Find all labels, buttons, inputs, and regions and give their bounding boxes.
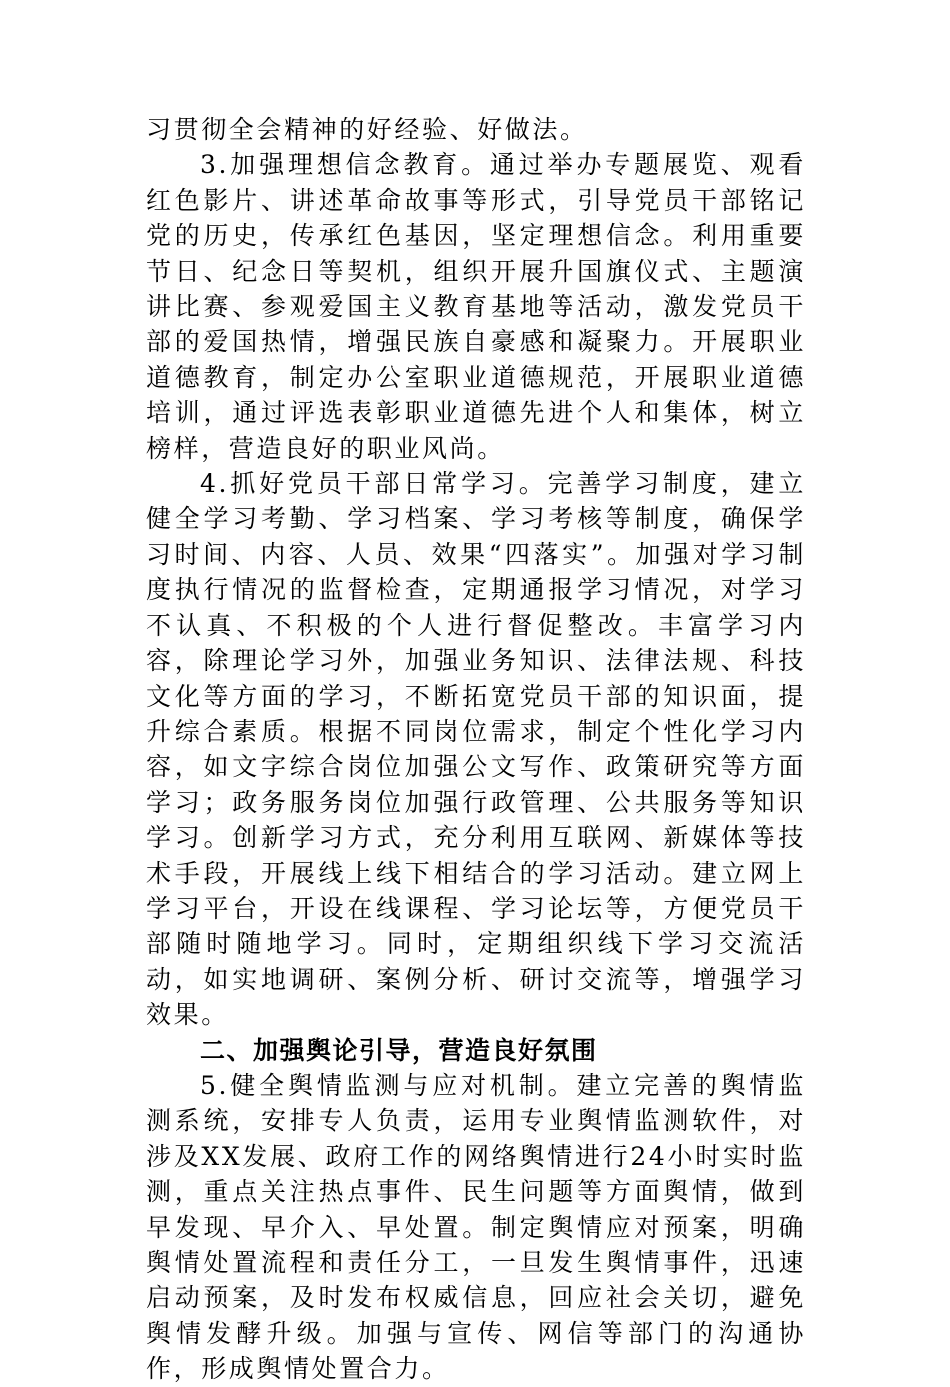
- section-heading: 二、加强舆论引导，营造良好氛围: [200, 1035, 598, 1065]
- paragraph-ideals-education: 3.加强理想信念教育。通过举办专题展览、观看红色影片、讲述革命故事等形式，引导党员干部铭记党的历史，传承红色基因，坚定理想信念。利用重要节日、纪念日等契机，组织开展升国旗仪式、主题演讲比赛、参观爱国主义教育基地等活动，激发党员干部的爱国热情，增强民族自豪感和凝聚力。开展职业道德教育，制定办公室职业道德规范，开展职业道德培训，通过评选表彰职业道德先进个人和集体，树立榜样，营造良好的职业风尚。: [146, 150, 806, 463]
- paragraph-opinion-monitoring: 5.健全舆情监测与应对机制。建立完善的舆情监测系统，安排专人负责，运用专业舆情监测软件，对涉及XX发展、政府工作的网络舆情进行24小时实时监测，重点关注热点事件、民生问题等方面舆情，做到早发现、早介入、早处置。制定舆情应对预案，明确舆情处置流程和责任分工，一旦发生舆情事件，迅速启动预案，及时发布权威信息，回应社会关切，避免舆情发酵升级。加强与宣传、网信等部门的沟通协作，形成舆情处置合力。: [146, 1070, 806, 1384]
- document-body: [146, 112, 806, 1387]
- paragraph-daily-study: 4.抓好党员干部日常学习。完善学习制度，建立健全学习考勤、学习档案、学习考核等制度，确保学习时间、内容、人员、效果“四落实”。加强对学习制度执行情况的监督检查，定期通报学习情况，对学习不认真、不积极的个人进行督促整改。丰富学习内容，除理论学习外，加强业务知识、法律法规、科技文化等方面的学习，不断拓宽党员干部的知识面，提升综合素质。根据不同岗位需求，制定个性化学习内容，如文字综合岗位加强公文写作、政策研究等方面学习；政务服务岗位加强行政管理、公共服务等知识学习。创新学习方式，充分利用互联网、新媒体等技术手段，开展线上线下相结合的学习活动。建立网上学习平台，开设在线课程、学习论坛等，方便党员干部随时随地学习。同时，定期组织线下学习交流活动，如实地调研、案例分析、研讨交流等，增强学习效果。: [146, 469, 806, 1030]
- paragraph-continuation: 习贯彻全会精神的好经验、好做法。: [146, 115, 588, 144]
